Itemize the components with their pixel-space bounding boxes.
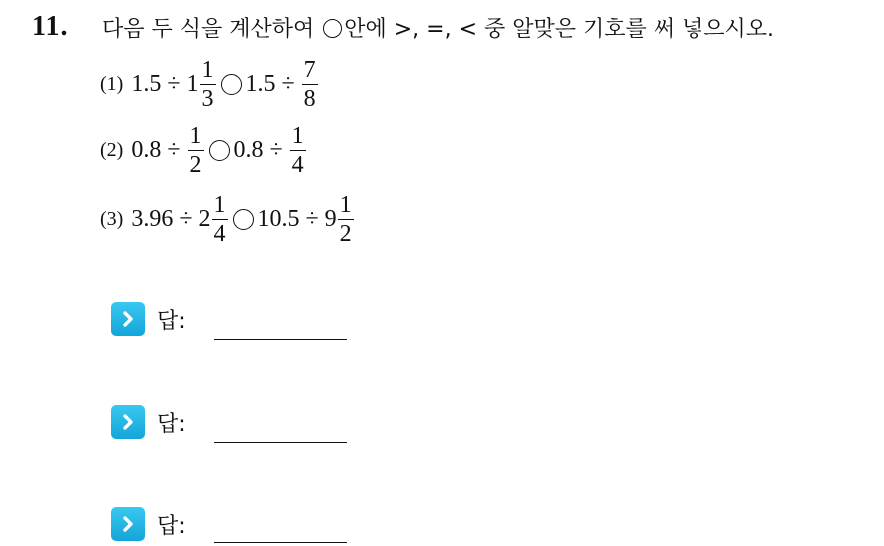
right-fraction [302, 58, 318, 111]
answer-row-2 [111, 405, 186, 439]
numerator: 1 [201, 57, 214, 83]
left-fraction [212, 193, 228, 246]
answer-blank-3[interactable] [214, 542, 347, 543]
numerator: 1 [213, 192, 226, 218]
left-expression: 3.96 ÷ 2 [131, 206, 211, 232]
problem-label: (3) [100, 208, 124, 230]
denominator: 4 [291, 152, 304, 178]
numerator: 7 [303, 57, 316, 83]
problem-label: (2) [100, 139, 124, 161]
numerator: 1 [291, 123, 304, 149]
problem-label: (1) [100, 73, 124, 95]
denominator: 2 [339, 221, 352, 247]
comparison-circle[interactable] [209, 140, 230, 161]
answer-row-3 [111, 507, 186, 541]
answer-label: 답: [157, 513, 186, 539]
chevron-right-icon [111, 507, 145, 541]
left-fraction [188, 124, 204, 177]
denominator: 2 [189, 152, 202, 178]
denominator: 8 [303, 86, 316, 112]
problem-3 [100, 193, 355, 246]
right-expression: 0.8 ÷ [233, 137, 283, 163]
chevron-right-icon [111, 405, 145, 439]
instruction-text-1: 다음 두 식을 계산하여 [102, 17, 315, 42]
comparison-circle[interactable] [221, 74, 242, 95]
answer-label: 답: [157, 411, 186, 437]
numerator: 1 [339, 192, 352, 218]
denominator: 3 [201, 86, 214, 112]
left-expression: 0.8 ÷ [131, 137, 181, 163]
left-fraction [200, 58, 216, 111]
right-fraction [290, 124, 306, 177]
answer-label: 답: [157, 308, 186, 334]
denominator: 4 [213, 221, 226, 247]
numerator: 1 [189, 123, 202, 149]
right-expression: 10.5 ÷ 9 [257, 206, 337, 232]
left-expression: 1.5 ÷ 1 [131, 71, 199, 97]
chevron-right-icon [111, 302, 145, 336]
instruction-text-2: 안에 >, =, < 중 알맞은 기호를 써 넣으시오. [344, 17, 775, 42]
answer-blank-1[interactable] [214, 339, 347, 340]
blank-circle-icon [323, 19, 342, 38]
right-expression: 1.5 ÷ [245, 71, 295, 97]
comparison-circle[interactable] [233, 209, 254, 230]
problem-1 [100, 58, 319, 111]
answer-blank-2[interactable] [214, 442, 347, 443]
answer-row-1 [111, 302, 186, 336]
question-instruction [102, 12, 774, 43]
right-fraction [338, 193, 354, 246]
problem-2 [100, 124, 307, 177]
question-number: 11. [32, 11, 69, 42]
